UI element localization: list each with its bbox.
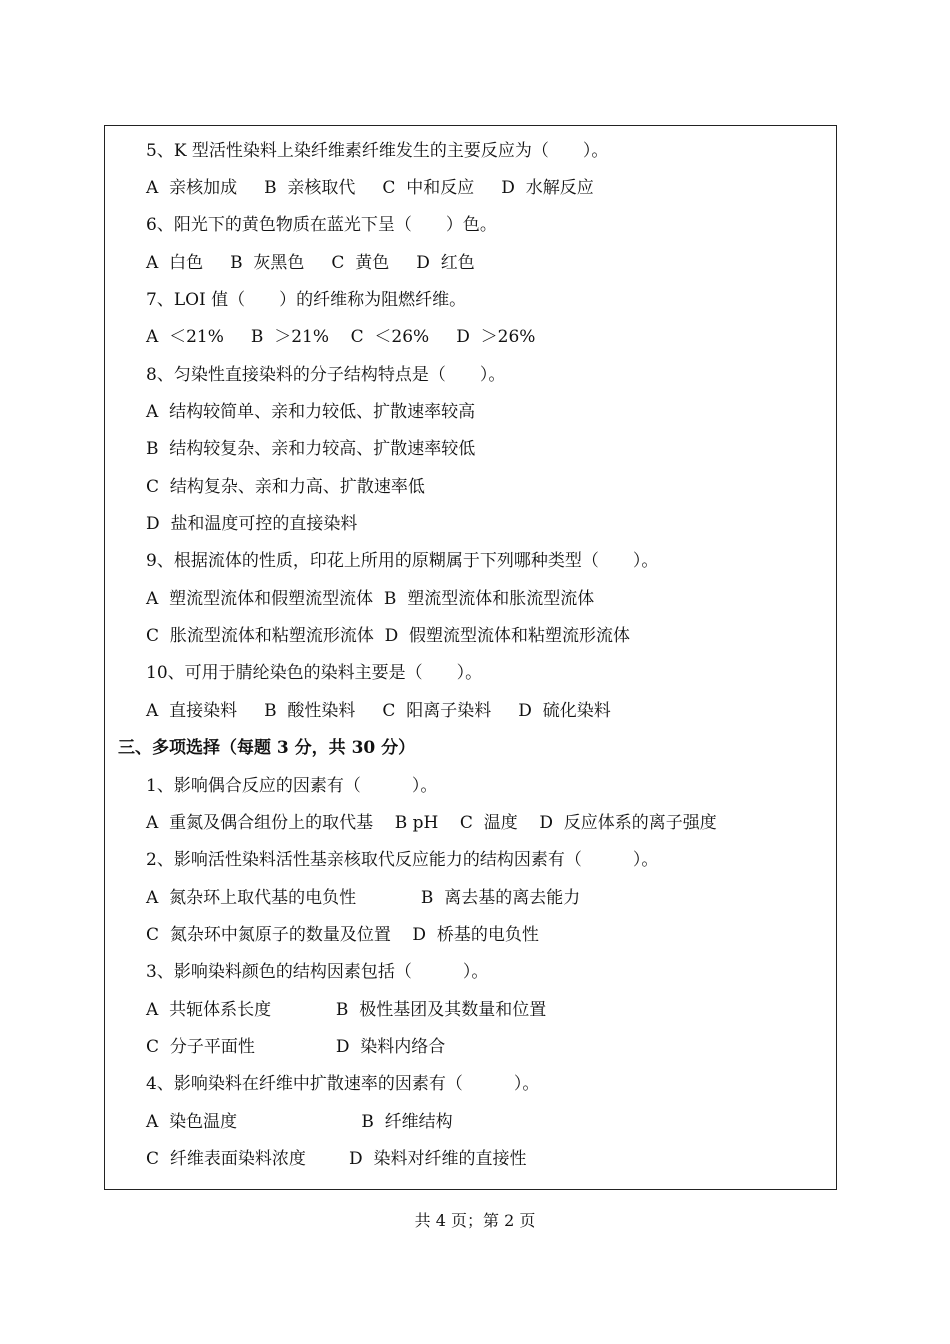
question-9: 9、根据流体的性质，印花上所用的原糊属于下列哪种类型（ ）。 bbox=[146, 551, 659, 571]
page-frame bbox=[104, 125, 837, 1190]
question-6-options: A 白色 B 灰黑色 C 黄色 D 红色 bbox=[146, 253, 475, 273]
question-8-option-a: A 结构较简单、亲和力较低、扩散速率较高 bbox=[146, 402, 476, 422]
question-10-options: A 直接染料 B 酸性染料 C 阳离子染料 D 硫化染料 bbox=[146, 701, 611, 721]
mc-question-3: 3、影响染料颜色的结构因素包括（ ）。 bbox=[146, 962, 489, 982]
mc-question-1-options: A 重氮及偶合组份上的取代基 B pH C 温度 D 反应体系的离子强度 bbox=[146, 813, 717, 833]
mc-question-4-options-ab: A 染色温度 B 纤维结构 bbox=[146, 1112, 453, 1132]
mc-question-2-options-cd: C 氮杂环中氮原子的数量及位置 D 桥基的电负性 bbox=[146, 925, 539, 945]
mc-question-2: 2、影响活性染料活性基亲核取代反应能力的结构因素有（ ）。 bbox=[146, 850, 659, 870]
question-5-options: A 亲核加成 B 亲核取代 C 中和反应 D 水解反应 bbox=[146, 178, 594, 198]
question-9-options-cd: C 胀流型流体和粘塑流形流体 D 假塑流型流体和粘塑流形流体 bbox=[146, 626, 631, 646]
question-8-option-b: B 结构较复杂、亲和力较高、扩散速率较低 bbox=[146, 439, 476, 459]
question-10: 10、可用于腈纶染色的染料主要是（ ）。 bbox=[146, 663, 483, 683]
mc-question-2-options-ab: A 氮杂环上取代基的电负性 B 离去基的离去能力 bbox=[146, 888, 581, 908]
mc-question-4-options-cd: C 纤维表面染料浓度 D 染料对纤维的直接性 bbox=[146, 1149, 527, 1169]
section-heading-multiple-choice: 三、多项选择（每题 3 分，共 30 分） bbox=[118, 738, 416, 758]
mc-question-3-options-cd: C 分子平面性 D 染料内络合 bbox=[146, 1037, 446, 1057]
mc-question-3-options-ab: A 共轭体系长度 B 极性基团及其数量和位置 bbox=[146, 1000, 547, 1020]
question-9-options-ab: A 塑流型流体和假塑流型流体 B 塑流型流体和胀流型流体 bbox=[146, 589, 595, 609]
mc-question-4: 4、影响染料在纤维中扩散速率的因素有（ ）。 bbox=[146, 1074, 540, 1094]
mc-question-1: 1、影响偶合反应的因素有（ ）。 bbox=[146, 776, 438, 796]
question-8-option-d: D 盐和温度可控的直接染料 bbox=[146, 514, 358, 534]
question-7: 7、LOI 值（ ）的纤维称为阻燃纤维。 bbox=[146, 290, 467, 310]
question-6: 6、阳光下的黄色物质在蓝光下呈（ ）色。 bbox=[146, 215, 497, 235]
page-footer: 共 4 页；第 2 页 bbox=[414, 1211, 536, 1230]
question-8: 8、匀染性直接染料的分子结构特点是（ ）。 bbox=[146, 365, 506, 385]
question-5: 5、K 型活性染料上染纤维素纤维发生的主要反应为（ ）。 bbox=[146, 141, 609, 161]
question-8-option-c: C 结构复杂、亲和力高、扩散速率低 bbox=[146, 477, 425, 497]
question-7-options: A ＜21% B ＞21% C ＜26% D ＞26% bbox=[146, 327, 536, 347]
